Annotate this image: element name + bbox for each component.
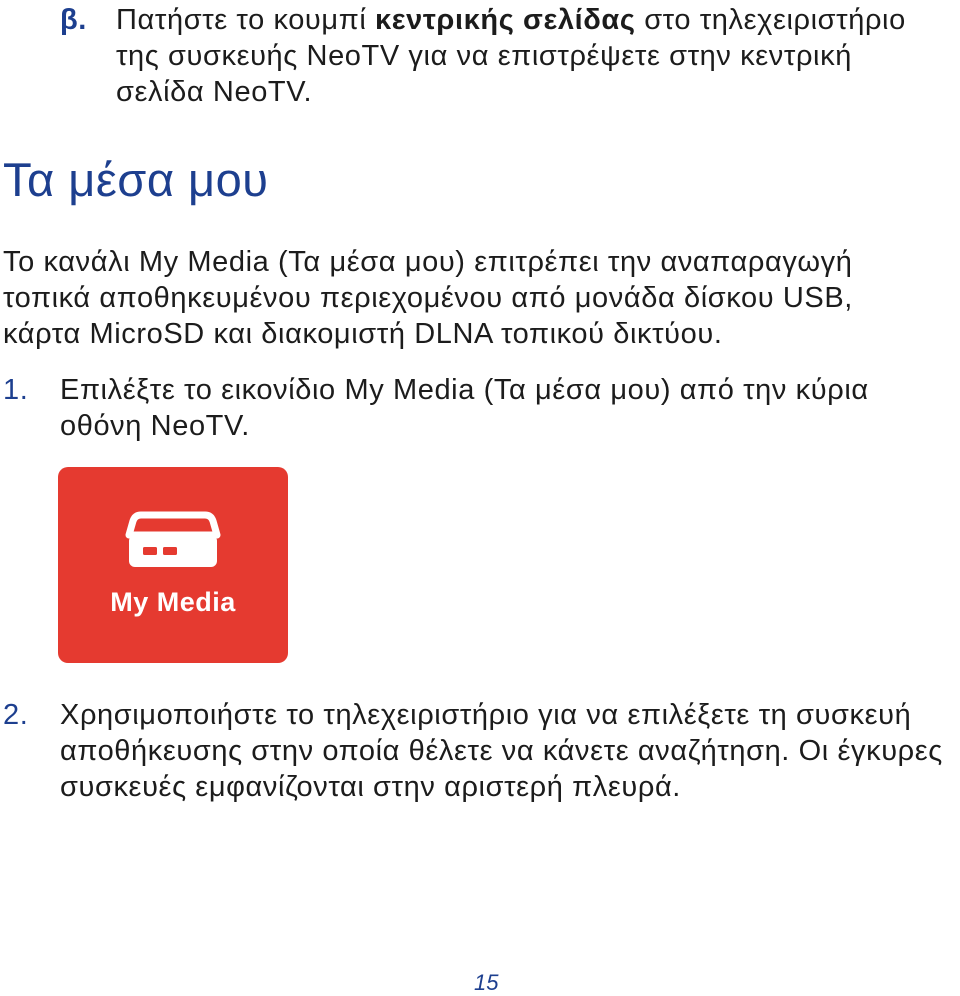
storage-drive-icon [125,509,221,573]
step-b-text: Πατήστε το κουμπί [116,4,376,36]
step-b-marker: β. [60,4,87,36]
intro-line-1: Το κανάλι My Media (Τα μέσα μου) επιτρέπει την αναπαραγωγή [3,246,853,278]
intro-line-3: κάρτα MicroSD και διακομιστή DLNA τοπικού δικτύου. [3,318,723,350]
intro-line-2: τοπικά αποθηκευμένου περιεχομένου από μονάδα δίσκου USB, [3,282,853,314]
my-media-tile-label: My Media [110,587,236,617]
my-media-tile[interactable] [58,467,288,663]
step-2-line-3: συσκευές εμφανίζονται στην αριστερή πλευρά. [60,771,681,803]
step-1-line-1: Επιλέξτε το εικονίδιο My Media (Τα μέσα μου) από την κύρια [60,374,869,406]
step-b-line-3: σελίδα NeoTV. [116,76,313,108]
step-b-line-2: της συσκευής NeoTV για να επιστρέψετε στην κεντρική [116,40,852,72]
page-number: 15 [474,970,499,995]
step-2-line-2: αποθήκευσης στην οποία θέλετε να κάνετε αναζήτηση. Οι έγκυρες [60,735,943,767]
step-1-line-2: οθόνη NeoTV. [60,410,250,442]
step-b-line-1 [116,2,906,38]
step-b-text-cont: στο τηλεχειριστήριο [635,4,906,36]
step-2-number: 2. [3,699,29,731]
home-button-label: κεντρικής σελίδας [375,4,636,36]
step-2-line-1: Χρησιμοποιήστε το τηλεχειριστήριο για να επιλέξετε τη συσκευή [60,699,912,731]
step-1-number: 1. [3,374,29,406]
section-title: Τα μέσα μου [3,153,269,206]
